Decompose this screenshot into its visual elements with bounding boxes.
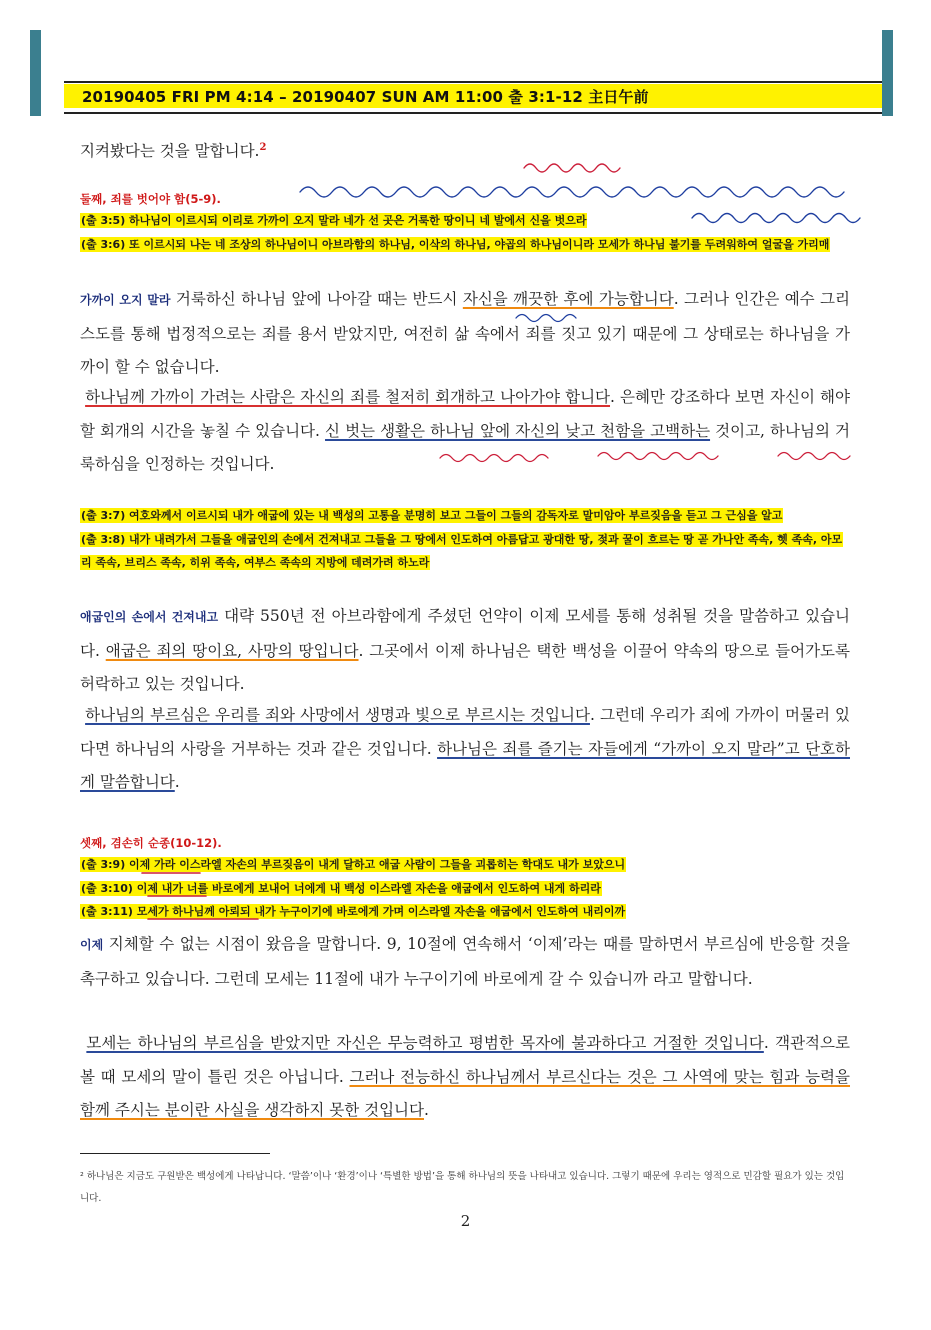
paragraph-lead: 이제 <box>80 938 104 952</box>
footnote-marker: 2 <box>259 142 267 153</box>
verse-3-9-text: (출 3:9) 이제 가라 이스라엘 자손의 부르짖음이 내게 달하고 애굽 사람이 그들을 괴롭히는 학대도 내가 보았으니 <box>81 858 626 871</box>
underlined-text: 신 벗는 생활은 하나님 앞에 자신의 낮고 천함을 고백하는 <box>325 421 711 440</box>
verse-3-8 <box>80 528 850 575</box>
underlined-text: 그러나 전능하신 하나님께서 부르신다는 것은 그 사역에 맞는 힘과 능력을 함께 주시는 분이란 사실을 생각하지 못한 것입니다 <box>80 1067 850 1119</box>
text-run: 지체할 수 없는 시점이 왔음을 말합니다. 9, 10절에 연속해서 ‘이제’라는 때를 말하면서 부르심에 반응할 것을 촉구하고 있습니다. 그런데 모세는 11절에 내가 누구이기에 바로에게 갈 수 있습니까 라고 말합니다. <box>80 935 850 988</box>
verse-3-7-text: (출 3:7) 여호와께서 이르시되 내가 애굽에 있는 내 백성의 고통을 분명히 보고 그들이 그들의 감독자로 말미암아 부르짖음을 듣고 그 근심을 알고 <box>81 509 783 522</box>
text-run: . <box>174 773 180 791</box>
section-2b-verses <box>80 504 850 575</box>
verse-3-9 <box>80 853 850 877</box>
underlined-text: 모세는 하나님의 부르심을 받았지만 자신은 무능력하고 평범한 목자에 불과하다고 거절한 것입니다 <box>86 1034 764 1052</box>
left-margin-bar <box>30 30 41 116</box>
section-2-heading: 둘째, 죄를 벗어야 함(5-9). <box>80 192 221 206</box>
text-run: . 은혜만 강조하다 보면 자신이 해야 할 회개의 시간을 놓칠 수 있습니다. <box>80 388 850 440</box>
section-2b-paragraph-2 <box>80 699 850 800</box>
verse-3-8-text: (출 3:8) 내가 내려가서 그들을 애굽인의 손에서 건져내고 그들을 그 땅에서 인도하여 아름답고 광대한 땅, 젖과 꿀이 흐르는 땅 곧 가나안 족속, 헷 족속, 아모리 족속, 브리스 족속, 히위 족속, 여부스 족속의 지방에 데려가려 하노라 <box>81 532 843 569</box>
verse-3-10-text: (출 3:10) 이제 내가 너를 바로에게 보내어 너에게 내 백성 이스라엘 자손을 애굽에서 인도하여 내게 하리라 <box>81 881 601 895</box>
text-run: . 객관적으로 볼 때 모세의 말이 틀린 것은 아닙니다. <box>80 1034 850 1086</box>
section-3-heading: 셋째, 겸손히 순종(10-12). <box>80 836 222 850</box>
underlined-text: 자신을 깨끗한 후에 가능합니다 <box>462 290 674 308</box>
text-run: . 그런데 우리가 죄에 가까이 머물러 있다면 하나님의 사랑을 거부하는 것과 같은 것입니다. <box>80 706 850 758</box>
section-2b-paragraph-1 <box>80 600 850 702</box>
underlined-text: 하나님은 죄를 즐기는 자들에게 “가까이 오지 말라”고 단호하게 말씀합니다 <box>80 739 850 791</box>
verse-3-7 <box>80 504 850 528</box>
section-3-paragraph-2 <box>80 1027 850 1128</box>
text-run: 거룩하신 하나님 앞에 나아갈 때는 반드시 <box>170 290 463 308</box>
text-run: . 그러나 인간은 예수 그리스도를 통해 법정적으로는 죄를 용서 받았지만, 여전히 삶 속에서 죄를 짓고 있기 때문에 그 상태로는 하나님을 가까이 할 수 없습니다. <box>80 290 850 376</box>
verse-3-5-text: (출 3:5) 하나님이 이르시되 이리로 가까이 오지 말라 네가 선 곳은 거룩한 땅이니 네 발에서 신을 벗으라 <box>81 214 587 227</box>
footnote-rule <box>80 1153 270 1154</box>
paragraph-lead: 가까이 오지 말라 <box>80 293 171 307</box>
page-header: 20190405 FRI PM 4:14 – 20190407 SUN AM 11:00 출 3:1-12 主日午前 <box>82 88 649 106</box>
underlined-text: 애굽은 죄의 땅이요, 사망의 땅입니다 <box>105 641 359 660</box>
intro-text: 지켜봤다는 것을 말합니다. <box>80 142 260 161</box>
text-run: 것이고, 하나님의 거룩하심을 인정하는 것입니다. <box>80 421 850 473</box>
verse-3-6-text: (출 3:6) 또 이르시되 나는 네 조상의 하나님이니 아브라함의 하나님, 이삭의 하나님, 야곱의 하나님이니라 모세가 하나님 불기를 두려워하여 얼굴을 가리매 <box>81 237 830 251</box>
right-margin-bar <box>882 30 893 116</box>
verse-3-11-text: (출 3:11) 모세가 하나님께 아뢰되 내가 누구이기에 바로에게 가며 이스라엘 자손을 애굽에서 인도하여 내리이까 <box>81 905 626 918</box>
verse-3-10 <box>80 877 850 901</box>
paragraph-lead: 애굽인의 손에서 건져내고 <box>80 610 219 624</box>
underlined-text: 하나님께 가까이 가려는 사람은 자신의 죄를 철저히 회개하고 나아가야 합니다 <box>85 388 611 406</box>
verse-3-5 <box>80 209 850 233</box>
text-run: . <box>424 1101 429 1119</box>
footnote: ² 하나님은 지금도 구원받은 백성에게 나타납니다. ‘말씀’이나 ‘환경’이나 ‘특별한 방법’을 통해 하나님의 뜻을 나타내고 있습니다. 그렇기 때문에 우리는 영적으로 민감할 필요가 있는 것입니다. <box>80 1171 845 1204</box>
text-run: 대략 550년 전 아브라함에게 주셨던 언약이 이제 모세를 통해 성취될 것을 말씀하고 있습니다. <box>80 607 850 660</box>
section-2-paragraph-1 <box>80 283 850 385</box>
text-run: . 그곳에서 이제 하나님은 택한 백성을 이끌어 약속의 땅으로 들어가도록 허락하고 있는 것입니다. <box>80 641 851 693</box>
section-3-paragraph-1 <box>80 928 850 996</box>
section-2-verses <box>80 209 850 256</box>
intro-line <box>80 131 850 169</box>
page-number: 2 <box>460 1212 471 1230</box>
header-bottom-rule <box>64 112 882 114</box>
underlined-text: 하나님의 부르심은 우리를 죄와 사망에서 생명과 빛으로 부르시는 것입니다 <box>85 706 590 724</box>
section-2-paragraph-2 <box>80 381 850 482</box>
verse-3-11 <box>80 900 850 924</box>
verse-3-6 <box>80 233 850 257</box>
header-top-rule <box>64 81 882 83</box>
section-3-verses <box>80 853 850 924</box>
